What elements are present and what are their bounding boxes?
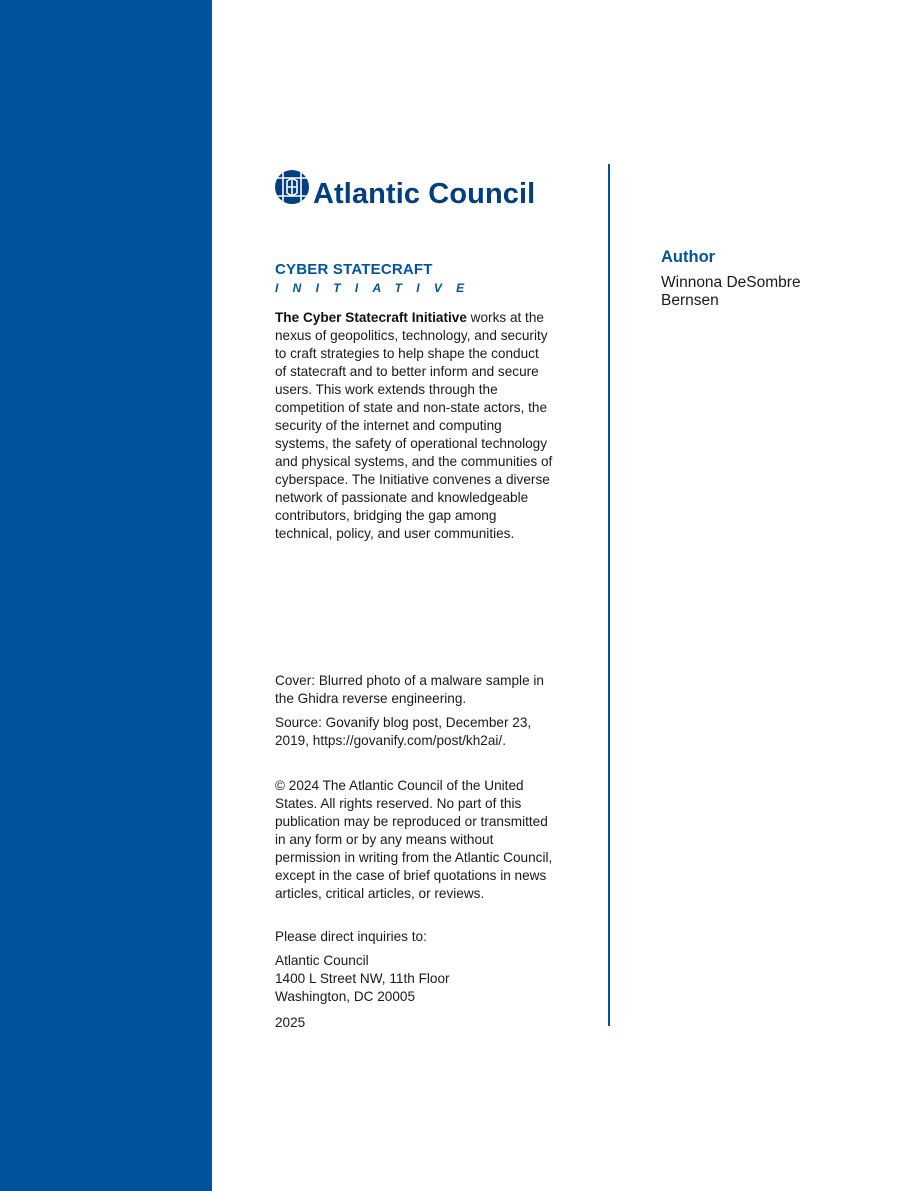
program-logo: [275, 262, 478, 296]
address-line: 1400 L Street NW, 11th Floor: [275, 971, 450, 986]
author-name: Winnona DeSombre Bernsen: [661, 274, 801, 309]
address-line: Washington, DC 20005: [275, 989, 416, 1004]
copyright-notice: © 2024 The Atlantic Council of the United States. All rights reserved. No part of this publication may be reproduced or transmitted in any form or by any means without permission in writing from the Atlantic Council, except in the case of brief quotations in news articles, critical articles, or reviews.: [275, 778, 553, 901]
inquiries-label: Please direct inquiries to:: [275, 929, 427, 944]
publication-year: 2025: [275, 1015, 306, 1030]
atlantic-council-logo: [274, 162, 535, 211]
column-divider: [608, 164, 610, 1026]
program-description-lead: The Cyber Statecraft Initiative: [275, 310, 467, 325]
program-description-body: works at the nexus of geopolitics, technology, and security to craft strategies to help shape the conduct of statecraft and to better inform and secure users. This work extends through the competition of state and non-state actors, the security of the internet and computing systems, the safety of operational technology and physical systems, and the communities of cyberspace. The Initiative convenes a diverse network of passionate and knowledgeable contributors, bridging the gap among technical, policy, and user communities.: [275, 310, 553, 541]
author-heading: Author: [661, 248, 716, 266]
side-color-band: [0, 0, 212, 1191]
program-subtitle: INITIATIVE: [275, 281, 479, 295]
cover-source: Source: Govanify blog post, December 23, 2019, https://govanify.com/post/kh2ai/.: [275, 715, 532, 748]
program-description: [275, 309, 553, 543]
cover-caption: Cover: Blurred photo of a malware sample in the Ghidra reverse engineering.: [275, 673, 544, 706]
globe-icon: [274, 169, 310, 205]
address-line: Atlantic Council: [275, 953, 369, 968]
brand-name: Atlantic Council: [313, 178, 536, 210]
program-name: CYBER STATECRAFT: [275, 261, 433, 278]
mailing-address: [275, 952, 557, 1006]
